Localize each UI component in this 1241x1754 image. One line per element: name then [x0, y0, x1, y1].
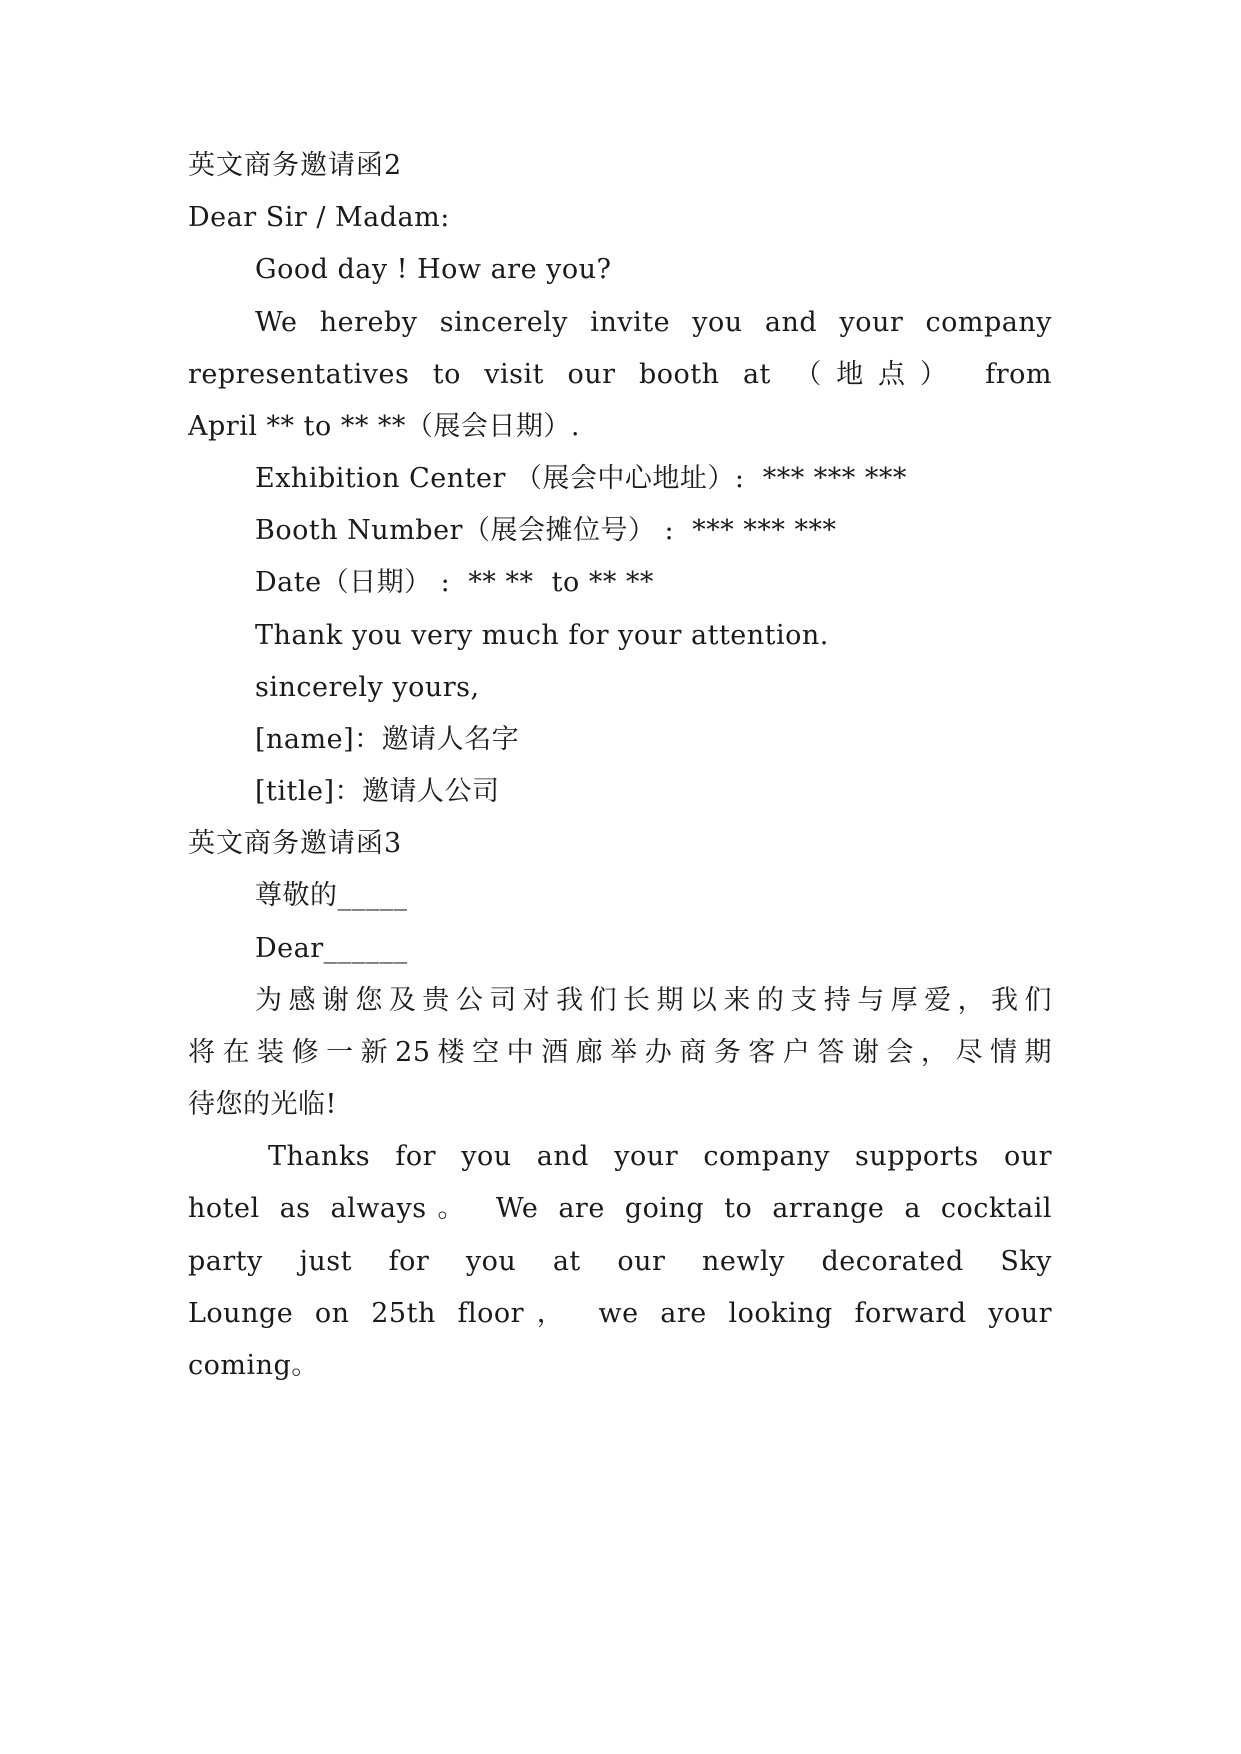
letter2-booth-number: Booth Number（展会摊位号） : *** *** ***	[255, 515, 837, 546]
letter3-en-line-5: coming。	[188, 1350, 319, 1381]
letter3-respected: 尊敬的_____	[255, 880, 408, 911]
letter2-thanks: Thank you very much for your attention.	[255, 620, 829, 651]
letter2-invite-line-1: We hereby sincerely invite you and your company	[255, 307, 1052, 338]
letter2-heading: 英文商务邀请函2	[188, 150, 403, 181]
letter3-cn-line-1: 为感谢您及贵公司对我们长期以来的支持与厚爱，我们	[255, 985, 1052, 1016]
letter2-salutation: Dear Sir / Madam:	[188, 202, 450, 233]
letter3-cn-line-3: 待您的光临!	[188, 1089, 337, 1120]
letter3-en-line-4: Lounge on 25th floor， we are looking forward your	[188, 1298, 1052, 1329]
letter3-en-line-1: Thanks for you and your company supports our	[268, 1141, 1052, 1172]
letter3-dear: Dear______	[255, 933, 408, 964]
letter2-exhibition-center: Exhibition Center （展会中心地址）: *** *** ***	[255, 463, 907, 494]
letter2-greeting: Good day ! How are you?	[255, 254, 612, 285]
letter3-en-line-2: hotel as always。 We are going to arrange a cocktail	[188, 1193, 1052, 1224]
letter3-en-line-3: party just for you at our newly decorated Sky	[188, 1246, 1052, 1277]
letter3-cn-line-2: 将在装修一新25楼空中酒廊举办商务客户答谢会，尽情期	[188, 1037, 1052, 1068]
letter2-closing: sincerely yours,	[255, 672, 480, 703]
letter2-invite-line-2: representatives to visit our booth at （地点） from	[188, 359, 1052, 390]
letter3-heading: 英文商务邀请函3	[188, 828, 403, 859]
letter2-invite-line-3: April ** to ** **（展会日期）.	[188, 411, 580, 442]
letter2-name: [name]：邀请人名字	[255, 724, 520, 755]
letter2-title: [title]：邀请人公司	[255, 776, 500, 807]
letter2-date: Date（日期） : ** ** to ** **	[255, 567, 654, 598]
